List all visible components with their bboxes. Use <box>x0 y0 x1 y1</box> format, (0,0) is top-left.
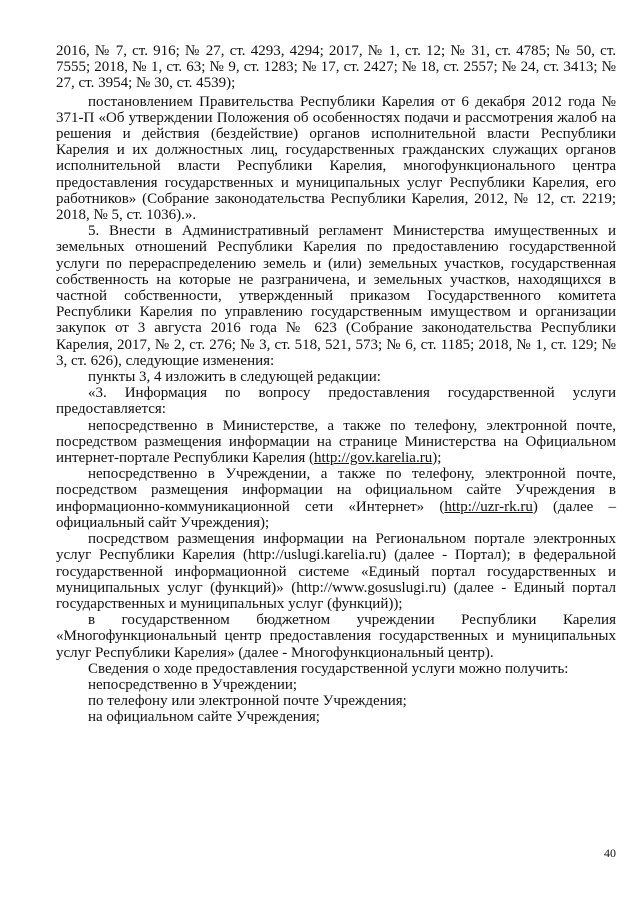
paragraph: «3. Информация по вопросу предоставления государственной услуги предоставляется: <box>56 385 616 418</box>
paragraph: непосредственно в Учреждении; <box>88 676 298 693</box>
paragraph <box>56 466 616 531</box>
paragraph: посредством размещения информации на Региональном портале электронных услуг Республики Карелия (http://uslugi.karelia.ru) (далее - Портал); в федеральной государственной информационной системе «Единый портал государственных и муниципальных услуг (функций)» (http://www.gosuslugi.ru) (далее - Единый портал государственных и муниципальных услуг (функций)); <box>56 531 616 612</box>
url-link[interactable]: http://uzr-rk.ru <box>444 498 533 515</box>
paragraph: постановлением Правительства Республики Карелия от 6 декабря 2012 года № 371-П «Об утверждении Положения об особенностях подачи и рассмотрения жалоб на решения и действия (бездействие) органов исполнительной власти Республики Карелия и их должностных лиц, государственных гражданских служащих органов исполнительной власти Республики Карелия, многофункционального центра предоставления государственных и муниципальных услуг Республики Карелия, его работников» (Собрание законодательства Республики Карелия, 2012, № 12, ст. 2219; 2018, № 5, ст. 1036).». <box>56 93 616 224</box>
paragraph-text: ) (далее – официальный сайт Учреждения); <box>56 498 616 531</box>
page-number: 40 <box>604 846 616 860</box>
paragraph-text: непосредственно в Министерстве, а также по телефону, электронной почте, посредством размещения информации на странице Министерства на Официальном интернет-портале Республики Карелия ( <box>56 417 616 467</box>
paragraph-text: непосредственно в Учреждении, а также по телефону, электронной почте, посредством размещения информации на официальном сайте Учреждения в информационно-коммуникационной сети «Интернет» ( <box>56 466 616 515</box>
paragraph: на официальном сайте Учреждения; <box>88 709 320 726</box>
paragraph: 2016, № 7, ст. 916; № 27, ст. 4293, 4294; 2017, № 1, ст. 12; № 31, ст. 4785; № 50, ст. 7555; 2018, № 1, ст. 63; № 9, ст. 1283; № 17, ст. 2427; № 18, ст. 2557; № 24, ст. 3413; № 27, ст. 3954; № 30, ст. 4539); <box>56 43 616 92</box>
paragraph: 5. Внести в Административный регламент Министерства имущественных и земельных отношений Республики Карелия по предоставлению государственной услуги по перераспределению земель и (или) земельных участков, государственная собственность на которые не разграничена, и земельных участков, находящихся в частной собственности, утвержденный приказом Государственного комитета Республики Карелия по управлению государственным имуществом и организации закупок от 3 августа 2016 года № 623 (Собрание законодательства Республики Карелия, 2017, № 2, ст. 276; № 3, ст. 518, 521, 573; № 6, ст. 1185; 2018, № 1, ст. 129; № 3, ст. 626), следующие изменения: <box>56 223 616 369</box>
paragraph: по телефону или электронной почте Учреждения; <box>88 693 407 710</box>
paragraph: пункты 3, 4 изложить в следующей редакции: <box>88 369 381 386</box>
paragraph: в государственном бюджетном учреждении Республики Карелия «Многофункциональный центр предоставления государственных и муниципальных услуг Республики Карелия» (далее - Многофункциональный центр). <box>56 612 616 661</box>
url-link[interactable]: http://gov.karelia.ru <box>314 450 433 467</box>
document-body <box>56 43 616 726</box>
paragraph <box>56 418 616 467</box>
paragraph: Сведения о ходе предоставления государственной услуги можно получить: <box>88 660 569 677</box>
paragraph-text: ); <box>432 450 442 467</box>
